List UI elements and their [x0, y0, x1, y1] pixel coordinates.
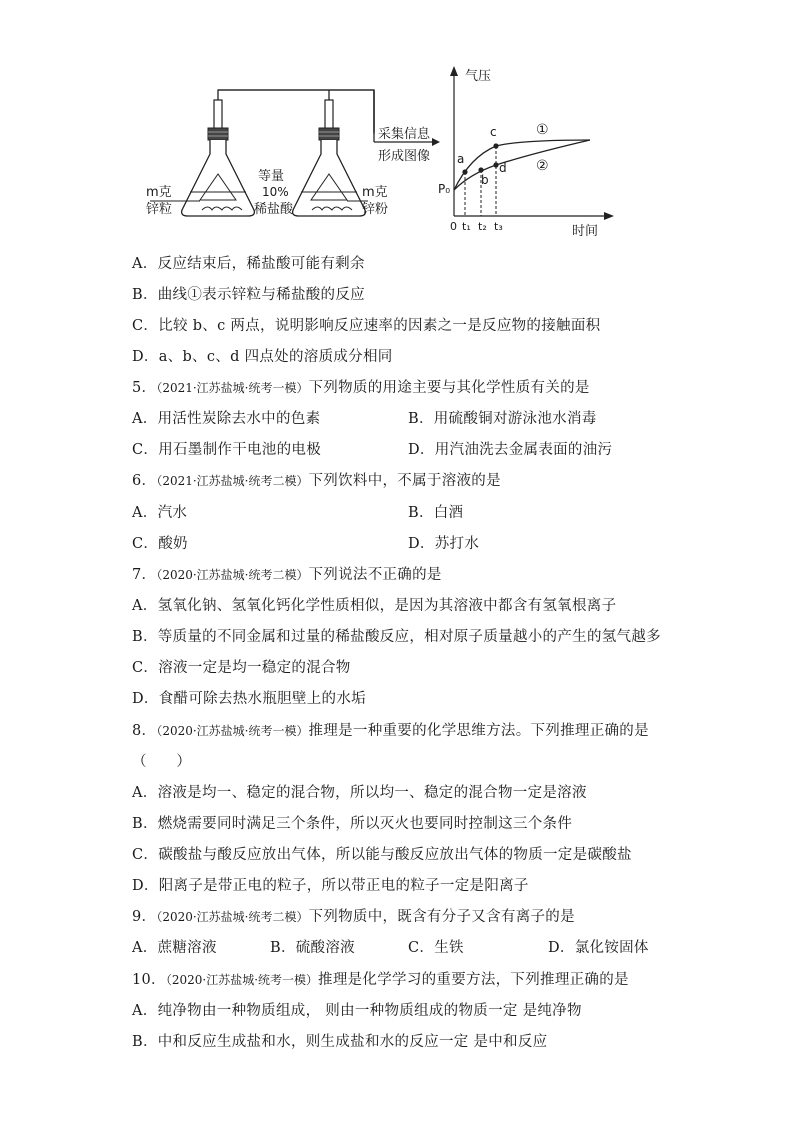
axis-label-time: 时间 — [572, 224, 599, 239]
curve-2 — [454, 140, 590, 190]
q4-option-a: A．反应结束后，稀盐酸可能有剩余 — [132, 256, 365, 272]
q9-option-a: A．蔗糖溶液 — [132, 940, 217, 956]
q9-stem-line — [132, 907, 575, 927]
label-dilute-hcl: 稀盐酸 — [254, 202, 294, 217]
label-point-a: a — [457, 152, 465, 166]
label-percent: 10% — [262, 185, 289, 199]
connecting-tube — [218, 90, 374, 134]
q9-option-b: B．硫酸溶液 — [270, 940, 355, 956]
q7-source: （2020·江苏盐城·统考二模） — [156, 568, 309, 582]
q4-option-c: C．比较 b、c 两点，说明影响反应速率的因素之一是反应物的接触面积 — [132, 318, 601, 334]
q6-options-row-2 — [132, 534, 480, 554]
label-zinc-granule: 锌粒 — [146, 202, 173, 217]
label-collect-info: 采集信息 — [378, 127, 431, 142]
label-form-graph: 形成图像 — [378, 149, 431, 164]
q7-option-c: C．溶液一定是均一稳定的混合物 — [132, 660, 351, 676]
q5-stem: 下列物质的用途主要与其化学性质有关的是 — [308, 380, 590, 396]
pressure-time-graph — [438, 66, 614, 239]
q8-option-d: D．阳离子是带正电的粒子，所以带正电的粒子一定是阳离子 — [132, 878, 529, 894]
q6-options-row-1 — [132, 503, 464, 523]
q8-source: （2020·江苏盐城·统考一模） — [156, 724, 309, 738]
q8-option-c: C．碳酸盐与酸反应放出气体，所以能与酸反应放出气体的物质一定是碳酸盐 — [132, 847, 632, 863]
q6-option-b: B．白酒 — [408, 505, 464, 521]
q9-option-d: D．氯化铵固体 — [548, 940, 649, 956]
q5-options-row-1 — [132, 409, 597, 429]
q10-stem-line — [132, 970, 629, 990]
q8-option-a: A．溶液是均一、稳定的混合物，所以均一、稳定的混合物一定是溶液 — [132, 785, 587, 801]
q5-options-row-2 — [132, 440, 613, 460]
q7-stem: 下列说法不正确的是 — [308, 567, 442, 583]
experiment-figure — [140, 62, 620, 242]
q5-option-b: B．用硫酸铜对游泳池水消毒 — [408, 411, 597, 427]
q9-stem: 下列物质中，既含有分子又含有离子的是 — [308, 909, 575, 925]
label-p0: P₀ — [438, 182, 451, 196]
label-equal-amount: 等量 — [258, 169, 285, 184]
q6-source: （2021·江苏盐城·统考二模） — [156, 474, 309, 488]
q9-source: （2020·江苏盐城·统考二模） — [156, 910, 309, 924]
q7-number: 7． — [132, 567, 157, 583]
q7-stem-line — [132, 565, 442, 585]
q7-option-d: D．食醋可除去热水瓶胆壁上的水垢 — [132, 691, 366, 707]
q6-option-a: A．汽水 — [132, 505, 188, 521]
q5-option-c: C．用石墨制作干电池的电极 — [132, 442, 321, 458]
q10-option-b: B．中和反应生成盐和水，则生成盐和水的反应一定 是中和反应 — [132, 1034, 548, 1050]
point-c — [493, 143, 498, 148]
q9-number: 9． — [132, 909, 157, 925]
q10-source: （2020·江苏盐城·统考一模） — [165, 973, 319, 987]
q7-option-a: A．氢氧化钠、氢氧化钙化学性质相似，是因为其溶液中都含有氢氧根离子 — [132, 598, 617, 614]
q4-option-b: B．曲线①表示锌粒与稀盐酸的反应 — [132, 287, 365, 303]
q7-option-b: B．等质量的不同金属和过量的稀盐酸反应，相对原子质量越小的产生的氢气越多 — [132, 629, 661, 645]
q6-stem: 下列饮料中，不属于溶液的是 — [308, 473, 501, 489]
q8-number: 8． — [132, 723, 157, 739]
q5-number: 5． — [132, 380, 157, 396]
label-m-gram-left: m克 — [146, 185, 172, 200]
q5-option-a: A．用活性炭除去水中的色素 — [132, 411, 321, 427]
q8-option-b: B．燃烧需要同时满足三个条件，所以灭火也要同时控制这三个条件 — [132, 816, 573, 832]
label-point-b: b — [481, 173, 489, 187]
point-a — [462, 169, 467, 174]
label-point-d: d — [499, 161, 507, 175]
q6-number: 6． — [132, 473, 157, 489]
tick-t1: t₁ — [462, 220, 471, 233]
q8-stem: 推理是一种重要的化学思维方法。下列推理正确的是 — [308, 723, 649, 739]
label-m-gram-right: m克 — [362, 185, 388, 200]
q5-source: （2021·江苏盐城·统考一模） — [156, 381, 309, 395]
q6-option-d: D．苏打水 — [408, 536, 480, 552]
tick-t2: t₂ — [478, 220, 487, 233]
point-b — [478, 167, 483, 172]
q8-blank: （ ） — [132, 754, 192, 770]
q4-option-d: D．a、b、c、d 四点处的溶质成分相同 — [132, 349, 393, 365]
label-point-c: c — [490, 125, 497, 139]
point-d — [493, 162, 498, 167]
q5-option-d: D．用汽油洗去金属表面的油污 — [408, 442, 613, 458]
tick-t3: t₃ — [494, 220, 503, 233]
q9-option-c: C．生铁 — [408, 940, 464, 956]
label-curve-2: ② — [536, 158, 549, 174]
q6-option-c: C．酸奶 — [132, 536, 188, 552]
curve-1 — [454, 140, 590, 190]
q10-option-a: A．纯净物由一种物质组成， 则由一种物质组成的物质一定 是纯净物 — [132, 1003, 582, 1019]
q8-stem-line — [132, 721, 649, 741]
q10-number: 10． — [132, 972, 166, 988]
tick-0: 0 — [450, 220, 457, 233]
label-curve-1: ① — [536, 122, 549, 138]
axis-label-pressure: 气压 — [465, 69, 492, 84]
right-flask-icon — [293, 100, 368, 216]
q5-stem-line — [132, 378, 590, 398]
label-zinc-powder: 锌粉 — [362, 202, 389, 217]
q10-stem: 推理是化学学习的重要方法，下列推理正确的是 — [318, 972, 629, 988]
q6-stem-line — [132, 471, 501, 491]
